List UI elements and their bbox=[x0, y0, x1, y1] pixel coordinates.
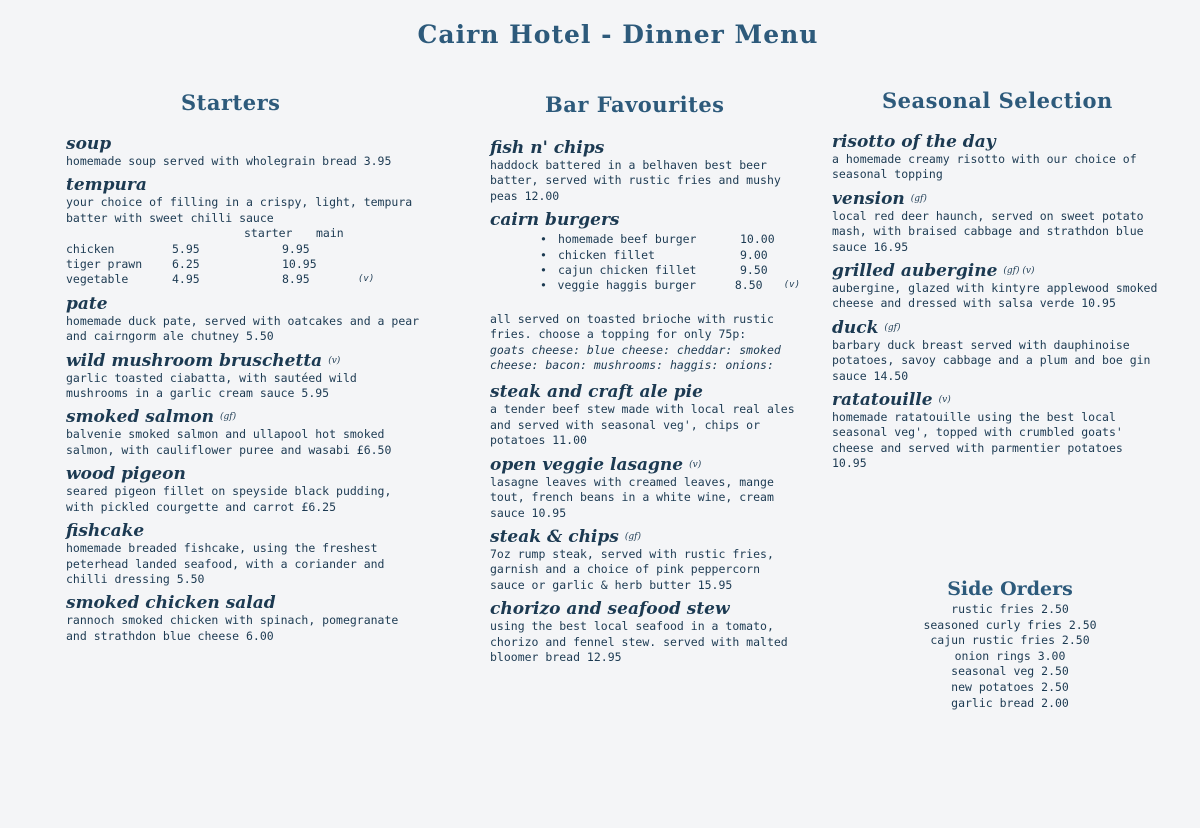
starters-heading: Starters bbox=[181, 90, 281, 115]
menu-item-smoked-salmon bbox=[66, 408, 426, 458]
item-name bbox=[832, 190, 1162, 209]
menu-item-ratatouille bbox=[832, 391, 1162, 472]
list-item: seasonal veg 2.50 bbox=[951, 664, 1069, 679]
item-name bbox=[832, 319, 1162, 338]
row-starter: 6.25 bbox=[172, 257, 200, 272]
item-name bbox=[66, 352, 426, 371]
item-desc: lasagne leaves with creamed leaves, mange tout, french beans in a white wine, cream sauce 10.95 bbox=[490, 474, 774, 520]
item-name: chorizo and seafood stew bbox=[490, 599, 730, 620]
item-name bbox=[490, 456, 800, 475]
header-blank bbox=[66, 226, 244, 241]
list-item: new potatoes 2.50 bbox=[951, 679, 1069, 694]
item-name-text: vension bbox=[832, 188, 905, 209]
item-name-text: duck bbox=[832, 317, 879, 338]
price-row bbox=[66, 257, 426, 272]
bar-favourites-column bbox=[490, 90, 800, 672]
item-name: fishcake bbox=[66, 521, 145, 542]
item-desc: 7oz rump steak, served with rustic fries, garnish and a choice of pink peppercorn sauce or garlic & herb butter 15.95 bbox=[490, 546, 774, 592]
menu-item-venison bbox=[832, 190, 1162, 255]
bullet-icon: • bbox=[540, 247, 547, 262]
row-main: 10.95 bbox=[282, 257, 317, 272]
item-name-text: steak & chips bbox=[490, 526, 619, 547]
header-main: main bbox=[316, 226, 344, 241]
item-desc: local red deer haunch, served on sweet potato mash, with braised cabbage and strathdon blue sauce 16.95 bbox=[832, 208, 1144, 254]
item-desc: using the best local seafood in a tomato, chorizo and fennel stew. served with malted bloomer bread 12.95 bbox=[490, 619, 788, 664]
dietary-tag: (v) bbox=[689, 459, 702, 470]
item-name: steak and craft ale pie bbox=[490, 382, 703, 403]
item-name: cairn burgers bbox=[490, 210, 620, 231]
row-starter: 5.95 bbox=[172, 241, 200, 256]
burger-list bbox=[490, 232, 800, 294]
burger-name: homemade beef burger bbox=[558, 232, 697, 247]
item-name bbox=[832, 391, 1162, 410]
list-item: garlic bread 2.00 bbox=[951, 695, 1069, 710]
tempura-price-table bbox=[66, 226, 426, 288]
item-desc: homemade soup served with wholegrain bread 3.95 bbox=[66, 154, 392, 168]
burger-name: veggie haggis burger bbox=[557, 278, 697, 293]
menu-item-wood-pigeon bbox=[66, 465, 426, 515]
list-item: cajun rustic fries 2.50 bbox=[930, 633, 1090, 648]
list-item bbox=[540, 263, 800, 278]
burger-price: 9.50 bbox=[740, 263, 768, 278]
list-item bbox=[540, 278, 800, 293]
item-desc: a tender beef stew made with local real ales and served with seasonal veg', chips or potatoes 11.00 bbox=[490, 402, 795, 448]
item-name: smoked chicken salad bbox=[66, 593, 276, 614]
price-table-header bbox=[66, 226, 426, 241]
menu-item-fishcake bbox=[66, 522, 426, 587]
list-item bbox=[540, 248, 800, 263]
menu-title: Cairn Hotel - Dinner Menu bbox=[417, 20, 819, 49]
item-name: risotto of the day bbox=[832, 132, 996, 152]
price-row bbox=[66, 272, 426, 287]
item-name: tempura bbox=[66, 175, 147, 196]
burger-note bbox=[490, 312, 800, 374]
item-desc: seared pigeon fillet on speyside black pudding, with pickled courgette and carrot £6.25 bbox=[66, 484, 392, 514]
item-name-text: ratatouille bbox=[832, 390, 933, 411]
item-name bbox=[490, 528, 800, 547]
dietary-tag: (gf) bbox=[910, 193, 927, 204]
item-desc: homemade duck pate, served with oatcakes and a pear and cairngorm ale chutney 5.50 bbox=[66, 313, 420, 344]
menu-item-stew bbox=[490, 600, 800, 665]
burger-name: chicken fillet bbox=[558, 247, 655, 262]
item-desc: homemade ratatouille using the best local seasonal veg', topped with crumbled goats' cheese and served with parmentier potatoes 10.95 bbox=[832, 410, 1123, 471]
starters-column bbox=[66, 90, 426, 651]
menu-item-tempura bbox=[66, 176, 426, 287]
bullet-icon: • bbox=[540, 232, 547, 247]
item-name: fish n' chips bbox=[490, 138, 605, 158]
item-name-text: wild mushroom bruschetta bbox=[66, 350, 323, 371]
item-desc: balvenie smoked salmon and ullapool hot smoked salmon, with cauliflower puree and wasabi £6.50 bbox=[66, 427, 392, 457]
burger-toppings: goats cheese: blue cheese: cheddar: smoked cheese: bacon: mushrooms: haggis: onions: bbox=[490, 342, 781, 373]
item-name: pate bbox=[66, 293, 108, 314]
bullet-icon: • bbox=[540, 278, 547, 293]
side-orders bbox=[900, 578, 1120, 711]
menu-item-burgers bbox=[490, 211, 800, 373]
seasonal-column bbox=[832, 90, 1162, 479]
list-item: onion rings 3.00 bbox=[954, 648, 1066, 663]
menu-item-pie bbox=[490, 383, 800, 448]
vegetarian-tag: (v) bbox=[358, 274, 375, 285]
item-name-text: grilled aubergine bbox=[832, 261, 998, 282]
item-desc: garlic toasted ciabatta, with sautéed wild mushrooms in a garlic cream sauce 5.95 bbox=[66, 370, 357, 401]
row-item: vegetable bbox=[66, 272, 129, 287]
menu-item-chicken-salad bbox=[66, 594, 426, 644]
item-desc: aubergine, glazed with kintyre applewood smoked cheese and dressed with salsa verde 10.95 bbox=[832, 281, 1158, 311]
vegetarian-tag: (v) bbox=[783, 280, 800, 291]
dietary-tag: (gf) bbox=[220, 412, 237, 423]
list-item: seasoned curly fries 2.50 bbox=[923, 617, 1097, 632]
dietary-tag: (v) bbox=[938, 395, 951, 406]
row-item: tiger prawn bbox=[66, 257, 143, 272]
item-name: soup bbox=[66, 134, 112, 154]
menu-item-risotto bbox=[832, 133, 1162, 183]
item-desc: haddock battered in a belhaven best beer batter, served with rustic fries and mushy peas 12.00 bbox=[490, 158, 781, 203]
burger-price: 8.50 bbox=[734, 278, 763, 293]
item-name-text: smoked salmon bbox=[66, 407, 215, 428]
row-starter: 4.95 bbox=[172, 272, 200, 287]
row-main: 8.95 bbox=[282, 272, 310, 287]
burger-price: 10.00 bbox=[740, 232, 775, 247]
item-desc: rannoch smoked chicken with spinach, pomegranate and strathdon blue cheese 6.00 bbox=[66, 613, 399, 643]
dietary-tag: (gf) bbox=[884, 322, 901, 333]
menu-item-lasagne bbox=[490, 456, 800, 521]
burger-note-text: all served on toasted brioche with rustic fries. choose a topping for only 75p: bbox=[490, 311, 774, 342]
row-main: 9.95 bbox=[282, 241, 310, 256]
item-desc: a homemade creamy risotto with our choice of seasonal topping bbox=[832, 152, 1137, 182]
row-item: chicken bbox=[66, 241, 115, 256]
dietary-tag: (gf) bbox=[624, 531, 641, 542]
menu-item-aubergine bbox=[832, 262, 1162, 312]
dietary-tag: (gf) (v) bbox=[1003, 266, 1035, 277]
side-orders-heading: Side Orders bbox=[947, 578, 1073, 600]
item-desc: your choice of filling in a crispy, light, tempura batter with sweet chilli sauce bbox=[66, 195, 413, 225]
menu-item-duck bbox=[832, 319, 1162, 384]
header-starter: starter bbox=[244, 226, 293, 241]
item-desc: homemade breaded fishcake, using the freshest peterhead landed seafood, with a coriander and chilli dressing 5.50 bbox=[66, 541, 385, 586]
bullet-icon: • bbox=[540, 263, 547, 278]
item-name: wood pigeon bbox=[66, 464, 186, 485]
menu-item-soup bbox=[66, 135, 426, 169]
bar-favourites-heading: Bar Favourites bbox=[545, 92, 725, 117]
item-desc: barbary duck breast served with dauphinoise potatoes, savoy cabbage and a plum and boe gin sauce 14.50 bbox=[832, 337, 1151, 383]
item-name-text: open veggie lasagne bbox=[490, 454, 684, 475]
item-name bbox=[832, 262, 1162, 281]
list-item bbox=[540, 232, 800, 247]
dietary-tag: (v) bbox=[328, 355, 341, 366]
list-item: rustic fries 2.50 bbox=[951, 602, 1069, 616]
item-name bbox=[66, 408, 426, 427]
menu-item-fish-chips bbox=[490, 139, 800, 204]
burger-price: 9.00 bbox=[740, 247, 768, 262]
menu-item-steak bbox=[490, 528, 800, 593]
price-row bbox=[66, 242, 426, 257]
menu-item-pate bbox=[66, 295, 426, 345]
burger-name: cajun chicken fillet bbox=[558, 263, 697, 278]
seasonal-heading: Seasonal Selection bbox=[882, 88, 1113, 113]
menu-item-bruschetta bbox=[66, 352, 426, 402]
